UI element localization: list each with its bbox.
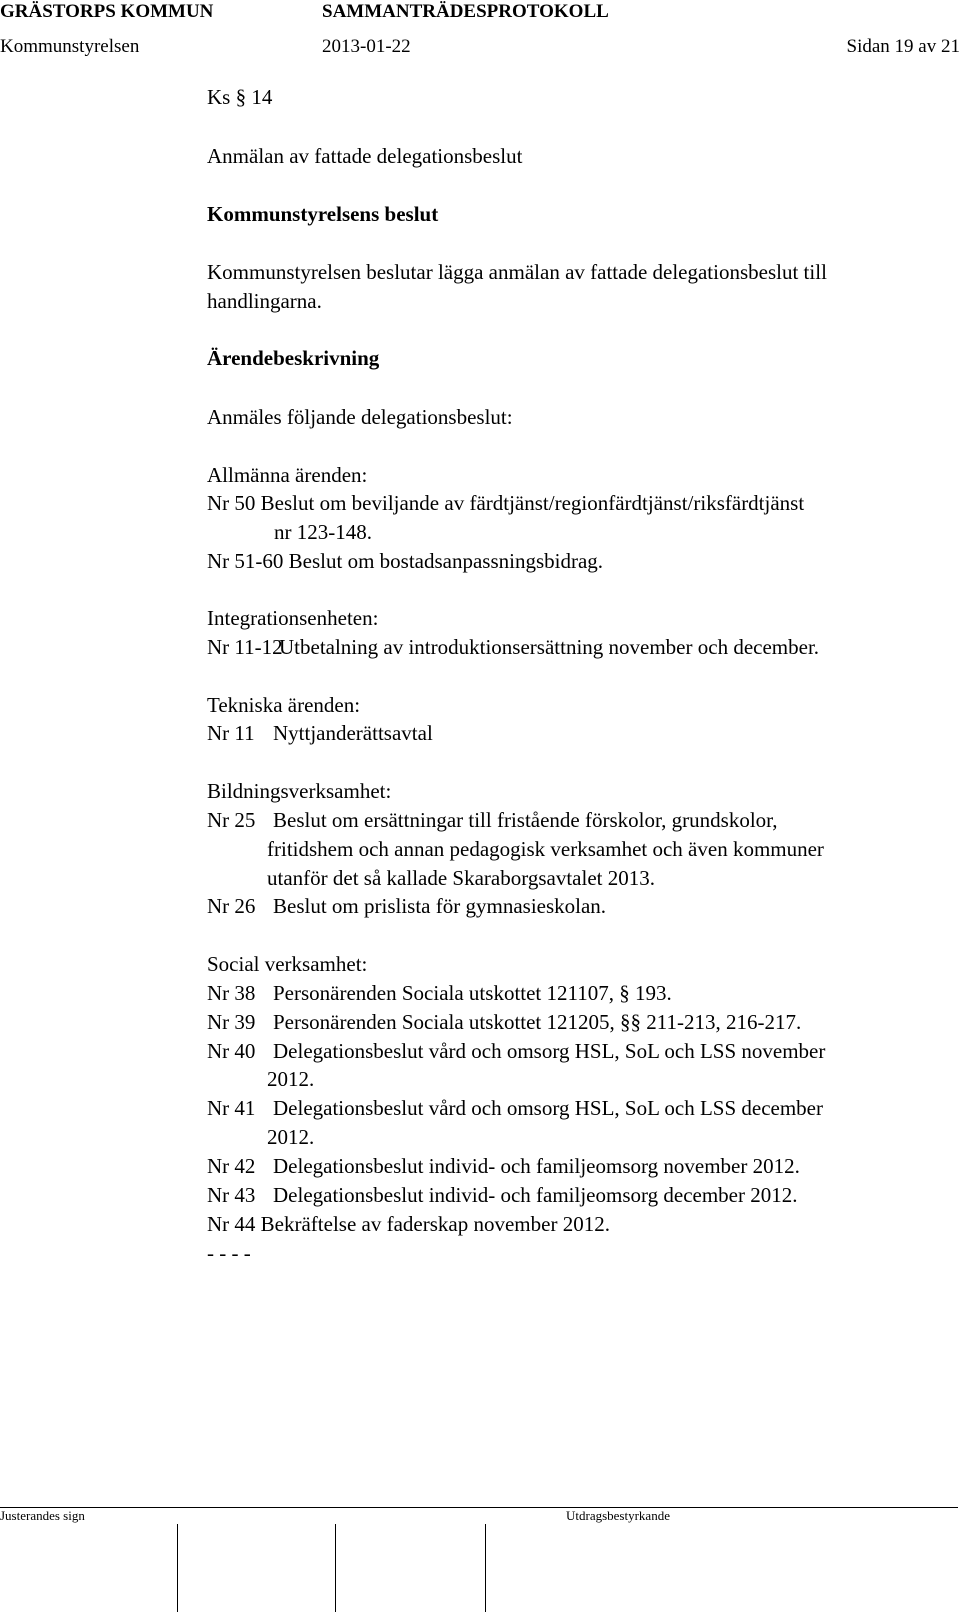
item-text: Delegationsbeslut vård och omsorg HSL, SoL och LSS november — [273, 1039, 826, 1063]
intro-text: Anmäles följande delegationsbeslut: — [207, 405, 513, 429]
item-number: Nr 26 — [207, 894, 256, 918]
list-item — [207, 1182, 798, 1209]
item-text: Personärenden Sociala utskottet 121205, §§ 211-213, 216-217. — [273, 1010, 802, 1034]
decision-text-line1: Kommunstyrelsen beslutar lägga anmälan av fattade delegationsbeslut till — [207, 260, 827, 284]
list-item — [207, 807, 778, 834]
list-item-continuation: 2012. — [267, 1125, 315, 1149]
list-item: Nr 44 Bekräftelse av faderskap november 2012. — [207, 1212, 610, 1236]
utdragsbestyrkande-label: Utdragsbestyrkande — [566, 1508, 670, 1523]
signature-box-divider — [335, 1524, 336, 1612]
item-number: Nr 42 — [207, 1154, 256, 1178]
list-item — [207, 1153, 800, 1180]
committee-name: Kommunstyrelsen — [0, 36, 140, 57]
justerandes-sign-label: Justerandes sign — [0, 1508, 85, 1523]
decision-text-line2: handlingarna. — [207, 289, 322, 313]
item-text: Beslut om prislista för gymnasieskolan. — [273, 894, 607, 918]
section-social: Social verksamhet: — [207, 952, 368, 976]
section-allmanna: Allmänna ärenden: — [207, 463, 368, 487]
item-text: Delegationsbeslut individ- och familjeomsorg november 2012. — [273, 1154, 800, 1178]
list-item — [207, 634, 819, 661]
list-item-continuation: fritidshem och annan pedagogisk verksamhet och även kommuner — [267, 837, 824, 861]
item-number: Nr 39 — [207, 1010, 256, 1034]
section-bildning: Bildningsverksamhet: — [207, 779, 392, 803]
list-item: Nr 50 Beslut om beviljande av färdtjänst/regionfärdtjänst/riksfärdtjänst — [207, 491, 805, 515]
end-mark: - - - - — [207, 1241, 251, 1265]
list-item — [207, 980, 672, 1007]
item-number: Nr 41 — [207, 1096, 256, 1120]
item-text: Delegationsbeslut vård och omsorg HSL, SoL och LSS december — [273, 1096, 823, 1120]
signature-box-divider — [485, 1524, 486, 1612]
item-number: Nr 43 — [207, 1183, 256, 1207]
description-heading: Ärendebeskrivning — [207, 346, 380, 370]
footer-rule — [0, 1507, 958, 1508]
list-item: Nr 51-60 Beslut om bostadsanpassningsbidrag. — [207, 549, 604, 573]
item-number: Nr 11 — [207, 721, 255, 745]
page-number: Sidan 19 av 21 — [846, 36, 960, 57]
item-text: Nyttjanderättsavtal — [273, 721, 433, 745]
doc-type: SAMMANTRÄDESPROTOKOLL — [322, 1, 609, 22]
item-number: Nr 11-12 — [207, 635, 283, 659]
list-item — [207, 720, 433, 747]
list-item — [207, 893, 606, 920]
item-text: Beslut om ersättningar till fristående förskolor, grundskolor, — [273, 808, 778, 832]
section-integration: Integrationsenheten: — [207, 606, 379, 630]
list-item-continuation: 2012. — [267, 1067, 315, 1091]
subject: Anmälan av fattade delegationsbeslut — [207, 144, 523, 168]
paragraph-ref: Ks § 14 — [207, 85, 273, 109]
item-number: Nr 38 — [207, 981, 256, 1005]
decision-heading: Kommunstyrelsens beslut — [207, 202, 439, 226]
list-item-continuation: utanför det så kallade Skaraborgsavtalet 2013. — [267, 866, 655, 890]
item-number: Nr 25 — [207, 808, 256, 832]
list-item — [207, 1038, 825, 1065]
section-tekniska: Tekniska ärenden: — [207, 693, 361, 717]
org-name: GRÄSTORPS KOMMUN — [0, 1, 214, 22]
list-item-continuation: nr 123-148. — [274, 520, 372, 544]
meeting-date: 2013-01-22 — [322, 36, 411, 57]
list-item — [207, 1009, 801, 1036]
signature-box-divider — [177, 1524, 178, 1612]
item-text: Delegationsbeslut individ- och familjeomsorg december 2012. — [273, 1183, 798, 1207]
item-text: Utbetalning av introduktionsersättning november och december. — [279, 635, 820, 659]
item-number: Nr 40 — [207, 1039, 256, 1063]
list-item — [207, 1095, 823, 1122]
item-text: Personärenden Sociala utskottet 121107, § 193. — [273, 981, 672, 1005]
